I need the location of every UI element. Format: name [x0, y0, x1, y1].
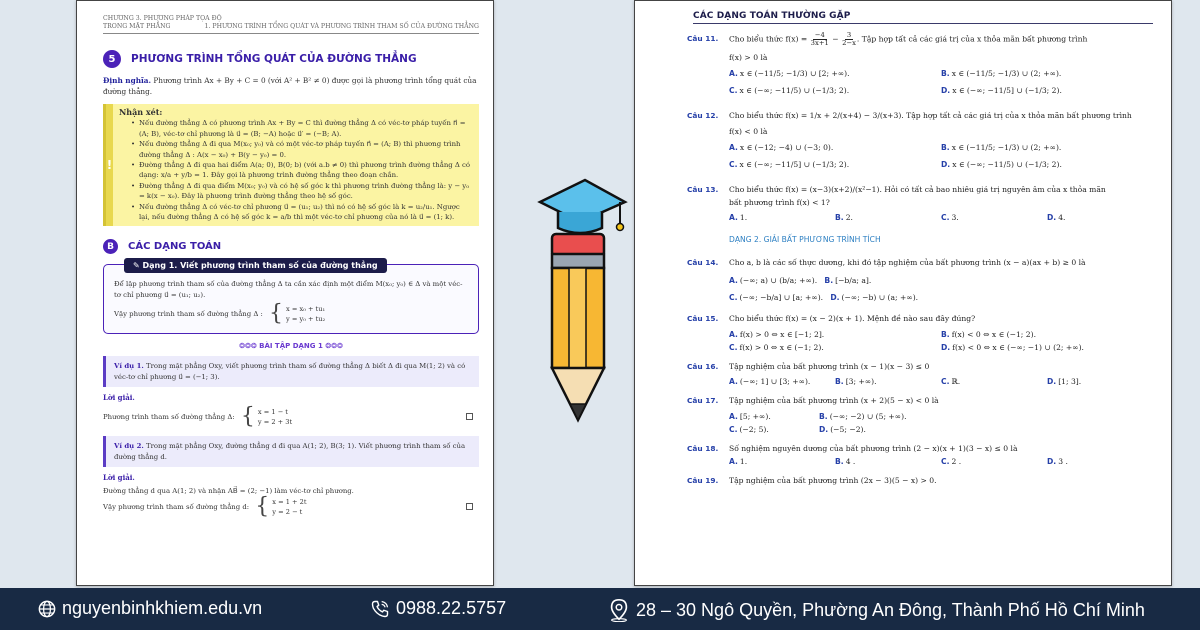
problem-type-box — [103, 261, 479, 334]
fraction: $\frac{-4}{3x+1}$ — [810, 31, 829, 47]
example-label: Ví dụ 1. — [114, 362, 144, 371]
example-text: Trong mặt phẳng Oxy, viết phương trình tham số đường thẳng Δ biết Δ đi qua M(1; 2) và có véc-tơ chỉ phương u⃗ = (−1; 3). — [114, 362, 466, 381]
option-d[interactable]: D. 4. — [1047, 212, 1066, 222]
system-line: y = 2 − t — [272, 508, 303, 517]
solution-2-line: Đường thẳng d qua A(1; 2) và nhận AB⃗ = (2; −1) làm véc-tơ chỉ phương. — [103, 487, 354, 496]
remark-item: • Nếu đường thẳng Δ có phương trình Ax + By = C thì đường thẳng Δ có véc-tơ pháp tuyến n⃗ = (A; B), véc-tơ chỉ phương là u⃗ = (B; −A) hoặc u⃗′ = (−B; A). — [139, 118, 471, 139]
question-19 — [687, 474, 1153, 487]
problem-type-conclusion: Vậy phương trình tham số đường thẳng Δ : — [114, 310, 263, 319]
option-a[interactable]: A. (−∞; 1] ∪ [3; +∞). — [729, 376, 811, 386]
phone-text: 0988.22.5757 — [396, 598, 507, 618]
section-5-heading — [103, 50, 479, 68]
option-a[interactable]: A. x ∈ (−12; −4) ∪ (−3; 0). — [729, 142, 834, 152]
question-number: Câu 15. — [687, 313, 719, 323]
section-b-title: CÁC DẠNG TOÁN — [128, 241, 222, 253]
option-d[interactable]: D. x ∈ (−∞; −11/5) ∪ (−1/3; 2). — [941, 159, 1062, 169]
question-condition: bất phương trình f(x) < 1? — [729, 197, 830, 207]
options-row-2 — [729, 289, 1153, 306]
option-d[interactable]: D. f(x) < 0 ⇔ x ∈ (−∞; −1) ∪ (2; +∞). — [941, 342, 1084, 352]
option-b[interactable]: B. [−b/a; a]. — [824, 275, 872, 285]
option-b[interactable]: B. (−∞; −2) ∪ (5; +∞). — [819, 411, 907, 421]
solution-label: Lời giải. — [103, 473, 135, 483]
question-16 — [687, 360, 1153, 388]
phone-link[interactable] — [370, 598, 506, 619]
option-d[interactable]: D. (−5; −2). — [819, 424, 866, 434]
remark-item: • Đường thẳng Δ đi qua điểm M(x₀; y₀) và có hệ số góc k thì phương trình đường thẳng là: y − y₀ = k(x − x₀). Đây là phương trình đường thẳng theo hệ số góc. — [139, 181, 471, 202]
question-number: Câu 17. — [687, 395, 719, 405]
definition-label: Định nghĩa. — [103, 76, 152, 85]
exercise-header: ❂❂❂ BÀI TẬP DẠNG 1 ❂❂❂ — [239, 342, 343, 351]
answer-options — [691, 272, 1153, 306]
solution-label: Lời giải. — [103, 393, 135, 403]
option-a[interactable]: A. (−∞; a) ∪ (b/a; +∞). — [729, 275, 818, 285]
question-condition: f(x) > 0 là — [729, 52, 768, 62]
location-pin-icon — [608, 598, 630, 622]
globe-icon — [38, 600, 56, 618]
problem-type-heading: DẠNG 2. GIẢI BẤT PHƯƠNG TRÌNH TÍCH — [729, 234, 881, 244]
qed-square-icon — [466, 413, 473, 420]
question-text: Tập nghiệm của bất phương trình (x − 1)(x − 3) ≤ 0 — [729, 361, 930, 371]
section-title: PHƯƠNG TRÌNH TỔNG QUÁT CỦA ĐƯỜNG THẲNG — [131, 53, 417, 65]
exclamation-icon: ! — [106, 104, 113, 226]
system-line: x = 1 − t — [257, 408, 288, 417]
system-line: x = x₀ + tu₁ — [286, 305, 326, 314]
problem-type-title: ✎ Dạng 1. Viết phương trình tham số của đường thẳng — [124, 258, 387, 273]
question-number: Câu 18. — [687, 443, 719, 453]
right-document-page — [634, 0, 1172, 586]
question-text: Tập nghiệm của bất phương trình (x + 2)(5 − x) < 0 là — [729, 395, 939, 405]
address-info — [608, 598, 1145, 622]
fraction: $\frac{3}{2-x}$ — [842, 31, 856, 47]
remark-box — [103, 104, 479, 226]
question-number: Câu 12. — [687, 110, 719, 120]
option-d[interactable]: D. (−∞; −b) ∪ (a; +∞). — [830, 292, 919, 302]
option-b[interactable]: B. f(x) < 0 ⇔ x ∈ (−1; 2). — [941, 329, 1036, 339]
remark-item: • Nếu đường thẳng Δ đi qua M(x₀; y₀) và có một véc-tơ pháp tuyến n⃗ = (A; B) thì phương trình đường thẳng Δ : A(x − x₀) + B(y − y₀) = 0. — [139, 139, 471, 160]
section-b-heading — [103, 239, 479, 254]
website-link[interactable] — [38, 598, 262, 619]
answer-options — [691, 141, 1153, 171]
question-number: Câu 16. — [687, 361, 719, 371]
question-text: Cho a, b là các số thực dương, khi đó tập nghiệm của bất phương trình (x − a)(ax + b) ≥ 0 là — [729, 257, 1086, 267]
solution-text: Vậy phương trình tham số đường thẳng d: — [103, 503, 250, 512]
question-number: Câu 14. — [687, 257, 719, 267]
section-running-title: 1. PHƯƠNG TRÌNH TỔNG QUÁT VÀ PHƯƠNG TRÌNH THAM SỐ CỦA ĐƯỜNG THẲNG — [204, 23, 479, 30]
option-b[interactable]: B. 2. — [835, 212, 853, 222]
system-line: y = y₀ + tu₂ — [286, 315, 326, 324]
question-14 — [687, 256, 1153, 306]
answer-options — [691, 328, 1153, 354]
section-letter-badge: B — [103, 239, 118, 254]
option-a[interactable]: A. 1. — [729, 456, 748, 466]
remark-item: • Đường thẳng Δ đi qua hai điểm A(a; 0), B(0; b) (với a.b ≠ 0) thì phương trình đường thẳng Δ có dạng: x/a + y/b = 1. Đây gọi là phương trình đường thẳng theo đoạn chắn. — [139, 160, 471, 181]
remark-title: Nhận xét: — [118, 107, 163, 117]
address-text: 28 – 30 Ngô Quyền, Phường An Đông, Thành Phố Hồ Chí Minh — [636, 599, 1145, 620]
question-text: Số nghiệm nguyên dương của bất phương trình (2 − x)(x + 1)(3 − x) ≤ 0 là — [729, 443, 1018, 453]
question-number: Câu 11. — [687, 34, 719, 43]
phone-icon — [370, 599, 390, 619]
qed-square-icon — [466, 503, 473, 510]
option-b[interactable]: B. 4 . — [835, 456, 856, 466]
option-b[interactable]: B. [3; +∞). — [835, 376, 877, 386]
option-b[interactable]: B. x ∈ (−11/5; −1/3) ∪ (2; +∞). — [941, 142, 1062, 152]
problem-type-text: Để lập phương trình tham số của đường thẳng Δ ta cần xác định một điểm M(x₀; y₀) ∈ Δ và một véc-tơ chỉ phương u⃗ = (u₁; u₂). — [114, 280, 463, 299]
option-c[interactable]: C. ℝ. — [941, 376, 961, 386]
question-number: Câu 13. — [687, 184, 719, 194]
option-a[interactable]: A. f(x) > 0 ⇔ x ∈ [−1; 2]. — [729, 329, 825, 339]
left-document-page — [76, 0, 494, 586]
option-d[interactable]: D. x ∈ (−∞; −11/5] ∪ (−1/3; 2). — [941, 85, 1062, 95]
solution-text: Phương trình tham số đường thẳng Δ: — [103, 413, 235, 422]
question-15 — [687, 312, 1153, 354]
option-a[interactable]: A. 1. — [729, 212, 748, 222]
option-c[interactable]: C. 2 . — [941, 456, 962, 466]
website-text: nguyenbinhkhiem.edu.vn — [62, 598, 263, 618]
example-text: Trong mặt phẳng Oxy, đường thẳng d đi qua A(1; 2), B(3; 1). Viết phương trình tham số của đường thẳng d. — [114, 442, 466, 461]
page-header — [103, 15, 479, 34]
question-text: Cho biểu thức f(x) = 1/x + 2/(x+4) − 3/(x+3). Tập hợp tất cả các giá trị của x thỏa mãn bất phương trình — [729, 110, 1132, 120]
answer-options — [691, 375, 1153, 388]
page-header: CÁC DẠNG TOÁN THƯỜNG GẶP — [693, 11, 1153, 24]
question-condition: f(x) < 0 là — [729, 126, 768, 136]
option-d[interactable]: D. [1; 3]. — [1047, 376, 1082, 386]
solution-1 — [103, 406, 479, 428]
section-number-badge: 5 — [103, 50, 121, 68]
answer-options — [691, 211, 1153, 224]
option-c[interactable]: C. 3. — [941, 212, 959, 222]
chapter-title: CHƯƠNG 3. PHƯƠNG PHÁP TỌA ĐỘ — [103, 15, 222, 22]
example-label: Ví dụ 2. — [114, 442, 144, 451]
remark-item: • Nếu đường thẳng Δ có véc-tơ chỉ phương u⃗ = (u₁; u₂) thì nó có hệ số góc là k = u₂/u₁. Ngược lại, nếu đường thẳng Δ có hệ số góc k = a/b thì một véc-tơ chỉ phương của nó là u⃗ = (1; k). — [139, 202, 471, 223]
equation-system: { x = 1 − t y = 2 + 3t — [240, 404, 293, 430]
question-number: Câu 19. — [687, 475, 719, 485]
definition-text: Phương trình Ax + By + C = 0 (với A² + B² ≠ 0) được gọi là phương trình tổng quát của đường thẳng. — [103, 76, 477, 96]
equation-system: { x = 1 + 2t y = 2 − t — [255, 494, 307, 520]
option-c[interactable]: C. (−∞; −b/a] ∪ [a; +∞). — [729, 292, 824, 302]
equation-system: { x = x₀ + tu₁ y = y₀ + tu₂ — [269, 301, 326, 327]
example-1 — [103, 356, 479, 387]
example-2 — [103, 436, 479, 467]
question-18 — [687, 442, 1153, 468]
option-c[interactable]: C. x ∈ (−∞; −11/5) ∪ (−1/3; 2). — [729, 85, 850, 95]
option-a[interactable]: A. [5; +∞). — [729, 411, 771, 421]
question-13 — [687, 183, 1153, 224]
options-row-1 — [729, 272, 1153, 289]
answer-options — [691, 410, 1153, 436]
option-c[interactable]: C. f(x) > 0 ⇔ x ∈ (−1; 2). — [729, 342, 824, 352]
question-text: Cho biểu thức f(x) = (x−3)(x+2)/(x²−1). Hỏi có tất cả bao nhiêu giá trị nguyên âm của x thỏa mãn — [729, 184, 1106, 194]
answer-options — [691, 67, 1153, 97]
question-text: Cho biểu thức f(x) = (x − 2)(x + 1). Mệnh đề nào sau đây đúng? — [729, 313, 976, 323]
pencil-graduation-cap-icon — [530, 172, 630, 432]
system-line: x = 1 + 2t — [272, 498, 307, 507]
system-line: y = 2 + 3t — [257, 418, 293, 427]
question-11: Câu 11. Cho biểu thức f(x) = $\frac{-4}{3x+1}$ − $\frac{3}{2-x}$ . Tập hợp tất cả các giá trị của x thỏa mãn bất phương trình f(x) > 0 là A. x ∈ (−11/5; −1/3) ∪ [2; +∞). B. x ∈ (−11/5; −1/3) ∪ (2; +∞). C. x ∈ (−∞; −11/5) ∪ (−1/3; 2). D. x ∈ (−∞; −11/5] ∪ (−1/3; 2). — [691, 32, 1153, 97]
option-d[interactable]: D. 3 . — [1047, 456, 1068, 466]
solution-2 — [103, 496, 479, 518]
question-text: Tập nghiệm của bất phương trình (2x − 3)(5 − x) > 0. — [729, 475, 937, 485]
chapter-subtitle: TRONG MẶT PHẲNG — [103, 23, 171, 30]
contact-footer — [0, 588, 1200, 630]
question-12 — [687, 109, 1153, 171]
option-b[interactable]: B. x ∈ (−11/5; −1/3) ∪ (2; +∞). — [941, 68, 1062, 78]
question-text: Cho biểu thức f(x) = — [729, 34, 808, 44]
option-c[interactable]: C. (−2; 5). — [729, 424, 769, 434]
answer-options — [691, 455, 1153, 468]
option-c[interactable]: C. x ∈ (−∞; −11/5] ∪ (−1/3; 2). — [729, 159, 850, 169]
option-a[interactable]: A. x ∈ (−11/5; −1/3) ∪ [2; +∞). — [729, 68, 850, 78]
definition — [103, 75, 479, 97]
question-text: . Tập hợp tất cả các giá trị của x thỏa mãn bất phương trình — [856, 34, 1088, 44]
question-17 — [687, 394, 1153, 436]
